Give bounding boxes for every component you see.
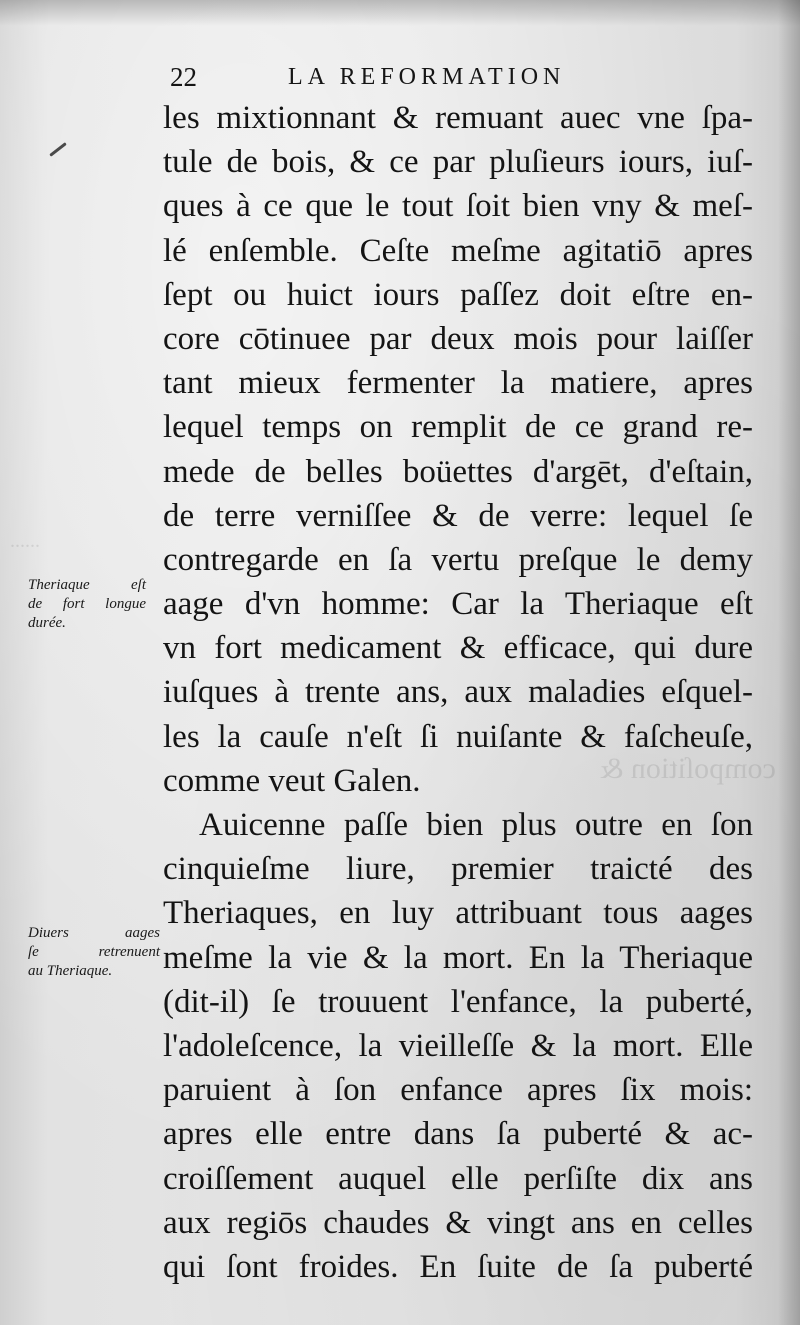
body-text xyxy=(163,96,753,1289)
text-line: les mixtionnant & remuant auec vne ſpa- xyxy=(163,100,753,136)
margin-note xyxy=(28,924,160,981)
text-line: ſept ou huict iours paſſez doit eſtre en- xyxy=(163,276,753,313)
text-line: contregarde en ſa vertu preſque le demy xyxy=(163,541,753,578)
paragraph-first-line: Auicenne paſſe bien plus outre en ſon xyxy=(199,807,753,843)
text-line: meſme la vie & la mort. En la Theriaque xyxy=(163,939,753,976)
text-line: aage d'vn homme: Car la Theriaque eſt xyxy=(163,586,753,623)
gutter-shadow xyxy=(778,0,800,1325)
margin-note-line: durée. xyxy=(28,615,66,631)
margin-note-line: au Theriaque. xyxy=(28,963,113,979)
running-head: LA REFORMATION xyxy=(288,64,566,90)
text-line: tant mieux fermenter la matiere, apres xyxy=(163,365,753,402)
page-number: 22 xyxy=(170,62,197,92)
text-line: iuſques à trente ans, aux maladies eſquel- xyxy=(163,674,753,711)
top-shadow xyxy=(0,0,800,26)
text-line: Theriaques, en luy attribuant tous aages xyxy=(163,895,753,932)
show-through-text: ...... xyxy=(10,530,40,552)
text-line: les la cauſe n'eſt ſi nuiſante & faſcheuſe, xyxy=(163,718,753,755)
text-line: vn fort medicament & efficace, qui dure xyxy=(163,630,753,667)
margin-note-line: Theriaque eſt xyxy=(28,577,146,593)
ink-mark xyxy=(49,142,67,157)
text-line: aux regiōs chaudes & vingt ans en celles xyxy=(163,1204,753,1241)
show-through-text: compoſition & xyxy=(600,752,776,785)
text-line: croiſſement auquel elle perſiſte dix ans xyxy=(163,1160,753,1197)
text-line: comme veut Galen. xyxy=(163,762,421,799)
text-line: lé enſemble. Ceſte meſme agitatiō apres xyxy=(163,232,753,269)
text-line: de terre verniſſee & de verre: lequel ſe xyxy=(163,497,753,534)
text-line: (dit-il) ſe trouuent l'enfance, la puberté, xyxy=(163,983,753,1020)
margin-note-line: de fort longue xyxy=(28,596,146,612)
margin-note xyxy=(28,576,146,633)
margin-note-line: Diuers aages xyxy=(28,925,160,941)
text-line: paruient à ſon enfance apres ſix mois: xyxy=(163,1072,753,1109)
text-line: l'adoleſcence, la vieilleſſe & la mort. Elle xyxy=(163,1027,753,1064)
text-line: apres elle entre dans ſa puberté & ac- xyxy=(163,1116,753,1153)
text-line: tule de bois, & ce par pluſieurs iours, iuſ- xyxy=(163,144,753,181)
text-line: ques à ce que le tout ſoit bien vny & meſ- xyxy=(163,188,753,225)
text-line: core cōtinuee par deux mois pour laiſſer xyxy=(163,320,753,357)
text-line: cinquieſme liure, premier traicté des xyxy=(163,851,753,888)
text-line: mede de belles boüettes d'argēt, d'eſtain, xyxy=(163,453,753,490)
page-header xyxy=(170,62,760,96)
margin-note-line: ſe retrenuent xyxy=(28,944,160,960)
text-line: qui ſont froides. En ſuite de ſa puberté xyxy=(163,1248,753,1285)
text-line: lequel temps on remplit de ce grand re- xyxy=(163,409,753,446)
